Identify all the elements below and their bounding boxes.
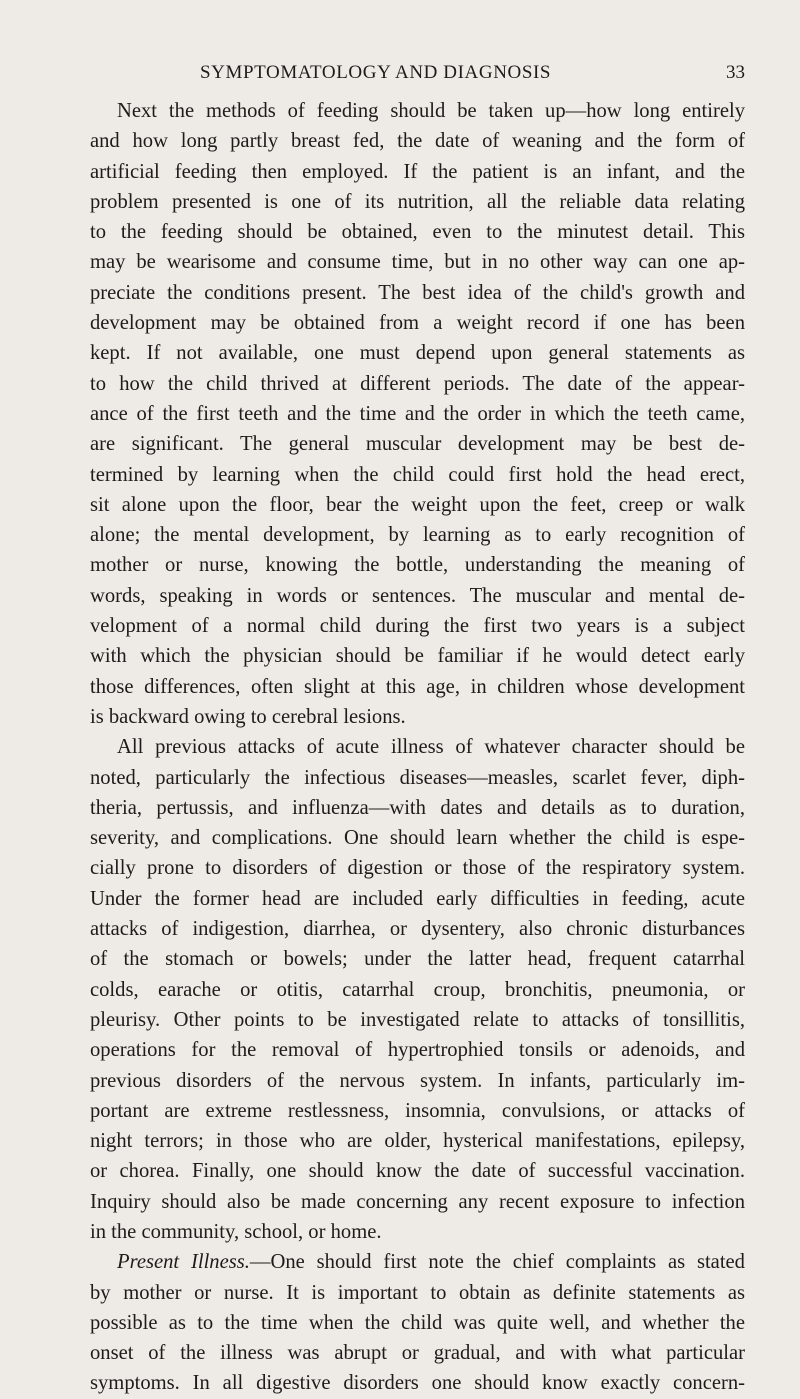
text-line: to how the child thrived at different periods. The date of the appear- xyxy=(90,372,745,395)
text-line: are significant. The general muscular development may be best de- xyxy=(90,433,745,456)
text-line: attacks of indigestion, diarrhea, or dysentery, also chronic disturbances xyxy=(90,918,745,941)
text-line: operations for the removal of hypertrophied tonsils or adenoids, and xyxy=(90,1039,745,1062)
text-line: and how long partly breast fed, the date of weaning and the form of xyxy=(90,130,745,153)
text-line: artificial feeding then employed. If the patient is an infant, and the xyxy=(90,160,745,183)
text-line: All previous attacks of acute illness of whatever character should be xyxy=(117,736,745,759)
text-line: problem presented is one of its nutrition, all the reliable data relating xyxy=(90,190,745,213)
text-line: to the feeding should be obtained, even to the minutest detail. This xyxy=(90,221,745,244)
text-line: development may be obtained from a weight record if one has been xyxy=(90,312,745,335)
text-line: severity, and complications. One should learn whether the child is espe- xyxy=(90,827,745,850)
text-line: pleurisy. Other points to be investigated relate to attacks of tonsillitis, xyxy=(90,1008,745,1031)
text-line: by mother or nurse. It is important to obtain as definite statements as xyxy=(90,1281,745,1304)
text-line: sit alone upon the floor, bear the weight upon the feet, creep or walk xyxy=(90,493,745,516)
text-line: noted, particularly the infectious diseases—measles, scarlet fever, diph- xyxy=(90,766,745,789)
text-line: cially prone to disorders of digestion or those of the respiratory system. xyxy=(90,857,745,880)
text-line: of the stomach or bowels; under the latter head, frequent catarrhal xyxy=(90,948,745,971)
text-line: previous disorders of the nervous system. In infants, particularly im- xyxy=(90,1069,745,1092)
paragraph-first-line xyxy=(90,1247,745,1277)
text-line: is backward owing to cerebral lesions. xyxy=(90,705,406,728)
text-line: night terrors; in those who are older, hysterical manifestations, epilepsy, xyxy=(90,1130,745,1153)
text-line: with which the physician should be familiar if he would detect early xyxy=(90,645,745,668)
running-head: SYMPTOMATOLOGY AND DIAGNOSIS xyxy=(200,62,552,83)
text-line: velopment of a normal child during the first two years is a subject xyxy=(90,615,745,638)
body-text xyxy=(90,96,745,1399)
text-line: portant are extreme restlessness, insomnia, convulsions, or attacks of xyxy=(90,1099,745,1122)
text-line: Next the methods of feeding should be taken up—how long entirely xyxy=(117,100,745,122)
text-line: preciate the conditions present. The best idea of the child's growth and xyxy=(90,281,745,304)
text-line: may be wearisome and consume time, but in no other way can one ap- xyxy=(90,251,745,274)
page-number: 33 xyxy=(726,62,745,83)
text-line: words, speaking in words or sentences. The muscular and mental de- xyxy=(90,584,745,607)
section-heading: Present Illness. xyxy=(117,1251,250,1274)
text-line: termined by learning when the child could first hold the head erect, xyxy=(90,463,745,486)
text-line: symptoms. In all digestive disorders one should know exactly concern- xyxy=(90,1372,745,1395)
text-line: colds, earache or otitis, catarrhal croup, bronchitis, pneumonia, or xyxy=(90,978,745,1001)
text-line: Inquiry should also be made concerning any recent exposure to infection xyxy=(90,1190,745,1213)
text-line: alone; the mental development, by learning as to early recognition of xyxy=(90,524,745,547)
page-header xyxy=(90,62,745,88)
text-line: in the community, school, or home. xyxy=(90,1220,382,1243)
text-line: theria, pertussis, and influenza—with dates and details as to duration, xyxy=(90,796,745,819)
text-line: possible as to the time when the child was quite well, and whether the xyxy=(90,1311,745,1334)
text-line: those differences, often slight at this age, in children whose development xyxy=(90,675,745,698)
heading-continuation: —One should first note the chief complaints as stated xyxy=(249,1251,745,1274)
text-line: onset of the illness was abrupt or gradual, and with what particular xyxy=(90,1342,745,1365)
paragraph-present-illness xyxy=(90,1247,745,1398)
text-line: mother or nurse, knowing the bottle, understanding the meaning of xyxy=(90,554,745,577)
text-line: Under the former head are included early difficulties in feeding, acute xyxy=(90,887,745,910)
paragraph-feeding xyxy=(90,96,745,732)
paragraph-previous-illness xyxy=(90,732,745,1247)
text-line: ance of the first teeth and the time and the order in which the teeth came, xyxy=(90,402,745,425)
text-line: or chorea. Finally, one should know the date of successful vaccination. xyxy=(90,1160,745,1183)
text-line: kept. If not available, one must depend upon general statements as xyxy=(90,342,745,365)
